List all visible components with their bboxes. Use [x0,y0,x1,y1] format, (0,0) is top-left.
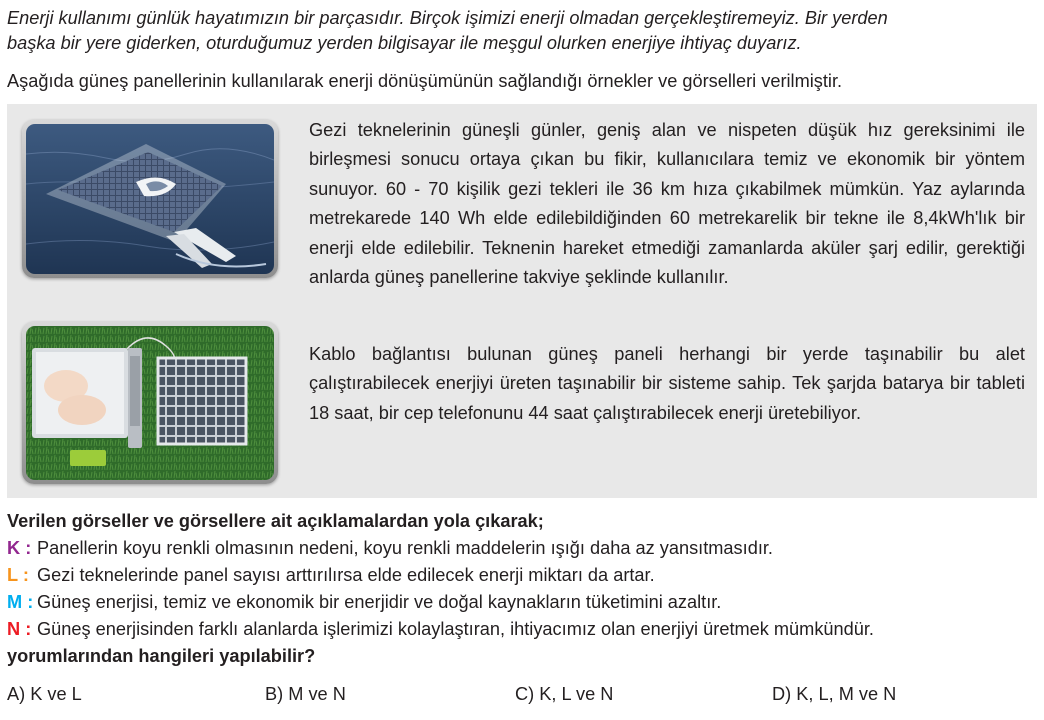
statement-m [7,589,1037,616]
statement-text: Güneş enerjisi, temiz ve ekonomik bir enerjidir ve doğal kaynakların tüketimini azaltır. [37,592,722,612]
option-a[interactable]: A) K ve L [7,684,82,704]
intro-text [7,6,1037,56]
statement-k [7,535,1037,562]
statement-text: Panellerin koyu renkli olmasının nedeni, koyu renkli maddelerin ışığı daha az yansıtmasıdır. [37,538,773,558]
statement-text: Gezi teknelerinde panel sayısı arttırılırsa elde edilecek enerji miktarı da artar. [37,565,655,585]
laptop-solar-panel-illustration [26,326,274,480]
statement-n [7,616,1037,643]
solar-boat-paragraph: Gezi teknelerinin güneşli günler, geniş alan ve nispeten düşük hız gereksinimi ile birleşmesi sonucu ortaya çıkan bu fikir, kullanıcılara temiz ve ekonomik bir yöntem sunuyor. 60 - 70 kişilik gezi tekleri ile 36 km hıza çıkabilmek mümkün. Yaz aylarında metrekarede 140 Wh elde edilebildiğinden 60 metrekarelik bir tekne ile 8,4kWh'lık bir enerji elde edilebilir. Teknenin hareket etmediği zamanlarda aküler şarj edilir, gerektiği anlarda güneş panellerine takviye şeklinde kullanılır. [309,120,1025,288]
lead-sentence: Aşağıda güneş panellerinin kullanılarak enerji dönüşümünün sağlandığı örnekler ve görselleri verilmiştir. [7,71,843,91]
answer-options [7,680,1037,708]
statement-letter: M : [7,592,34,612]
solar-boat-image [22,120,278,278]
examples-panel [7,104,1037,498]
statement-letter: K : [7,538,32,558]
intro-line-2: başka bir yere giderken, oturduğumuz yerden bilgisayar ile meşgul olurken enerjiye ihtiyaç duyarız. [7,33,802,53]
statement-letter: N : [7,619,32,639]
statement-letter: L : [7,565,29,585]
statement-l [7,562,1037,589]
option-d[interactable]: D) K, L, M ve N [772,684,897,704]
statement-text: Güneş enerjisinden farklı alanlarda işlerimizi kolaylaştıran, ihtiyacımız olan enerjiyi üretmek mümkündür. [37,619,874,639]
solar-boat-illustration [26,124,274,274]
question-prompt: yorumlarından hangileri yapılabilir? [7,646,316,666]
intro-line-1: Enerji kullanımı günlük hayatımızın bir parçasıdır. Birçok işimizi enerji olmadan gerçekleştiremeyiz. Bir yerden [7,8,888,28]
option-c[interactable]: C) K, L ve N [515,684,614,704]
question-block [7,508,1037,670]
option-b[interactable]: B) M ve N [265,684,346,704]
question-stem: Verilen görseller ve görsellere ait açıklamalardan yola çıkarak; [7,511,544,531]
portable-panel-paragraph: Kablo bağlantısı bulunan güneş paneli herhangi bir yerde taşınabilir bu alet çalıştırabilecek enerjiyi üreten taşınabilir bir sisteme sahip. Tek şarjda batarya bir tableti 18 saat, bir cep telefonunu 44 saat çalıştırabilecek enerji üretebiliyor. [309,344,1025,423]
laptop-solar-panel-image [22,322,278,484]
